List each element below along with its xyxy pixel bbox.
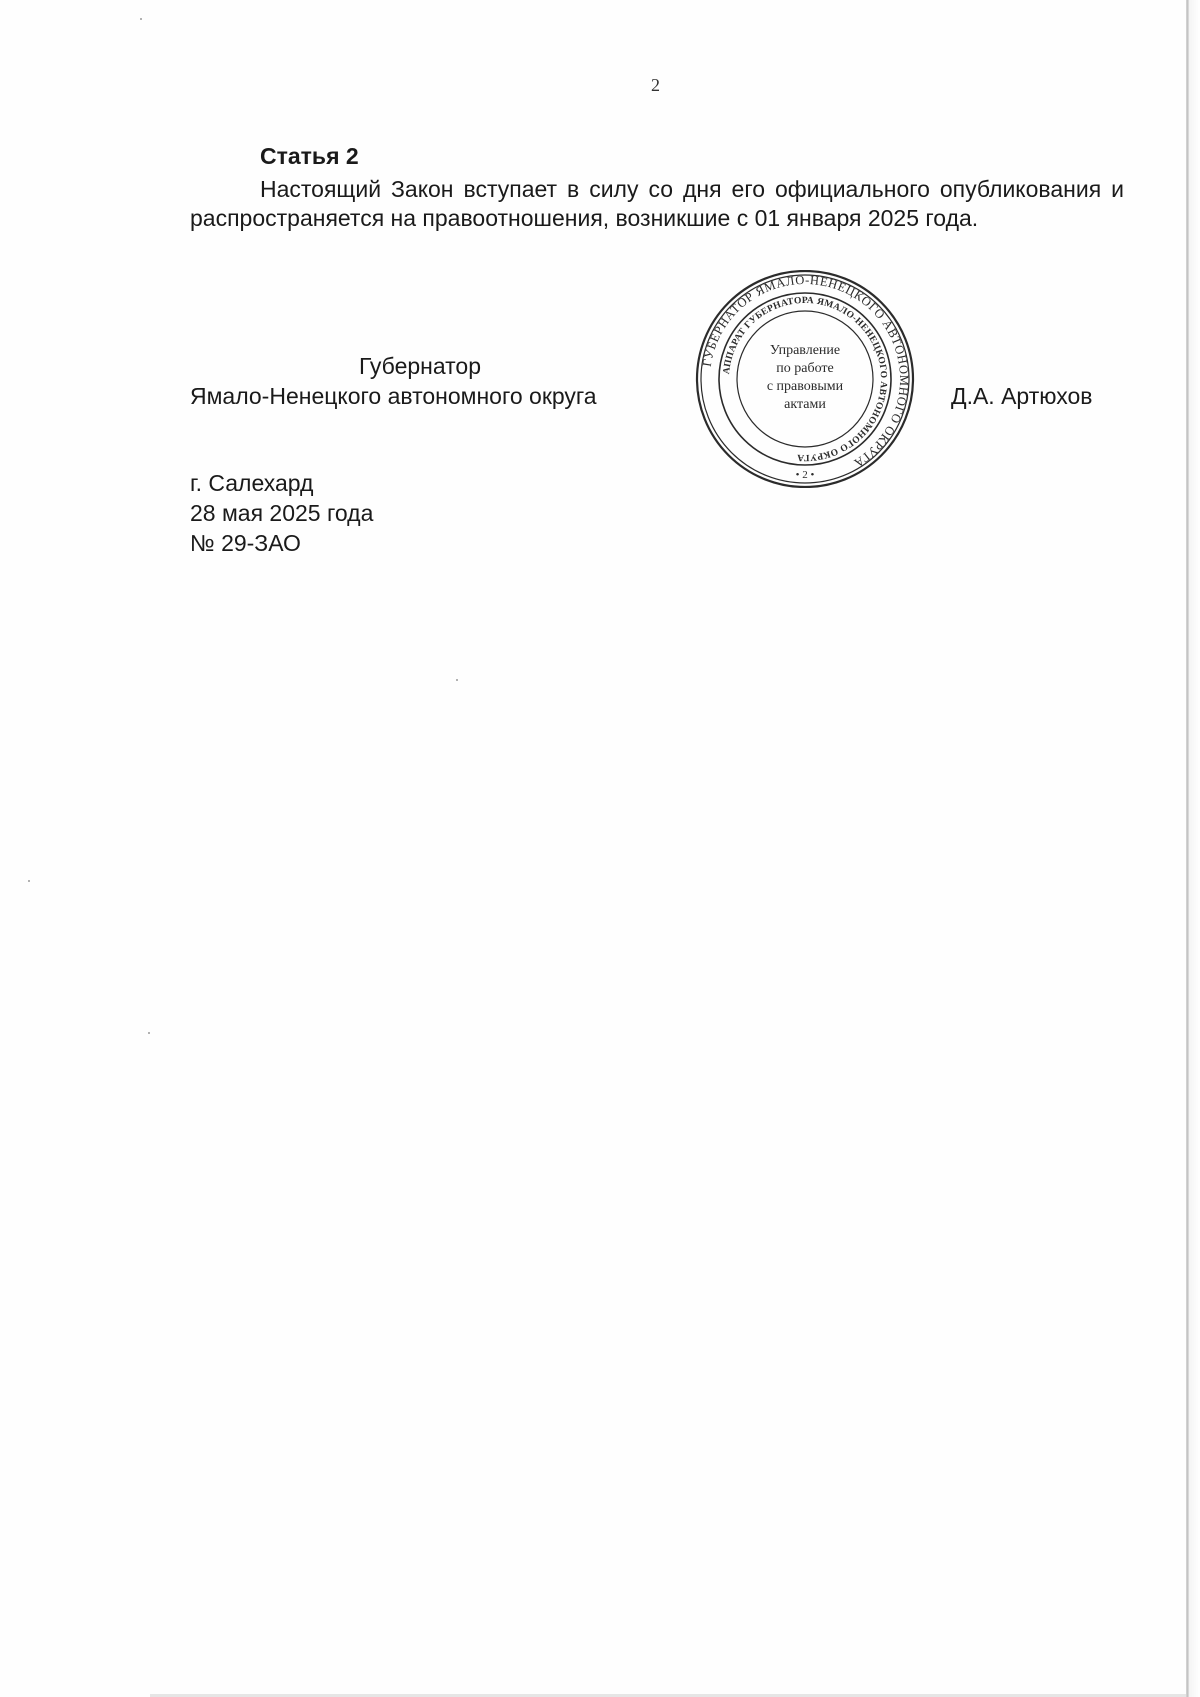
- page-number: 2: [651, 75, 660, 95]
- article-body: Настоящий Закон вступает в силу со дня его официального опубликования и распространяется на правоотношения, возникшие с 01 января 2025 года.: [190, 176, 1124, 231]
- article-heading: Статья 2: [260, 143, 359, 169]
- signatory-name: Д.А. Артюхов: [951, 383, 1093, 409]
- seal-center-line: актами: [784, 397, 826, 412]
- scan-speck: [28, 880, 30, 882]
- issuance-details: [190, 468, 373, 558]
- seal-number: • 2 •: [795, 469, 815, 481]
- scan-speck: [140, 18, 142, 20]
- seal-inner-ring-text: АППАРАТ ГУБЕРНАТОРА ЯМАЛО-НЕНЕЦКОГО АВТОНОМНОГО ОКРУГА: [722, 295, 889, 463]
- official-seal-stamp: [693, 270, 917, 488]
- seal-center-line: с правовыми: [766, 379, 844, 394]
- issuance-number: № 29-ЗАО: [190, 530, 301, 556]
- issuance-place: г. Салехард: [190, 470, 314, 496]
- seal-center-line: Управление: [769, 343, 841, 358]
- scan-speck: [456, 679, 458, 681]
- scan-page-edge: [1186, 0, 1200, 1697]
- signatory-region: Ямало-Ненецкого автономного округа: [190, 383, 597, 409]
- seal-outer-text: ГУБЕРНАТОР ЯМАЛО-НЕНЕЦКОГО АВТОНОМНОГО ОКРУГА: [699, 272, 912, 471]
- seal-center-line: по работе: [776, 361, 834, 376]
- signatory-title: Губернатор: [359, 353, 482, 379]
- scan-speck: [148, 1032, 150, 1034]
- issuance-date: 28 мая 2025 года: [190, 500, 374, 526]
